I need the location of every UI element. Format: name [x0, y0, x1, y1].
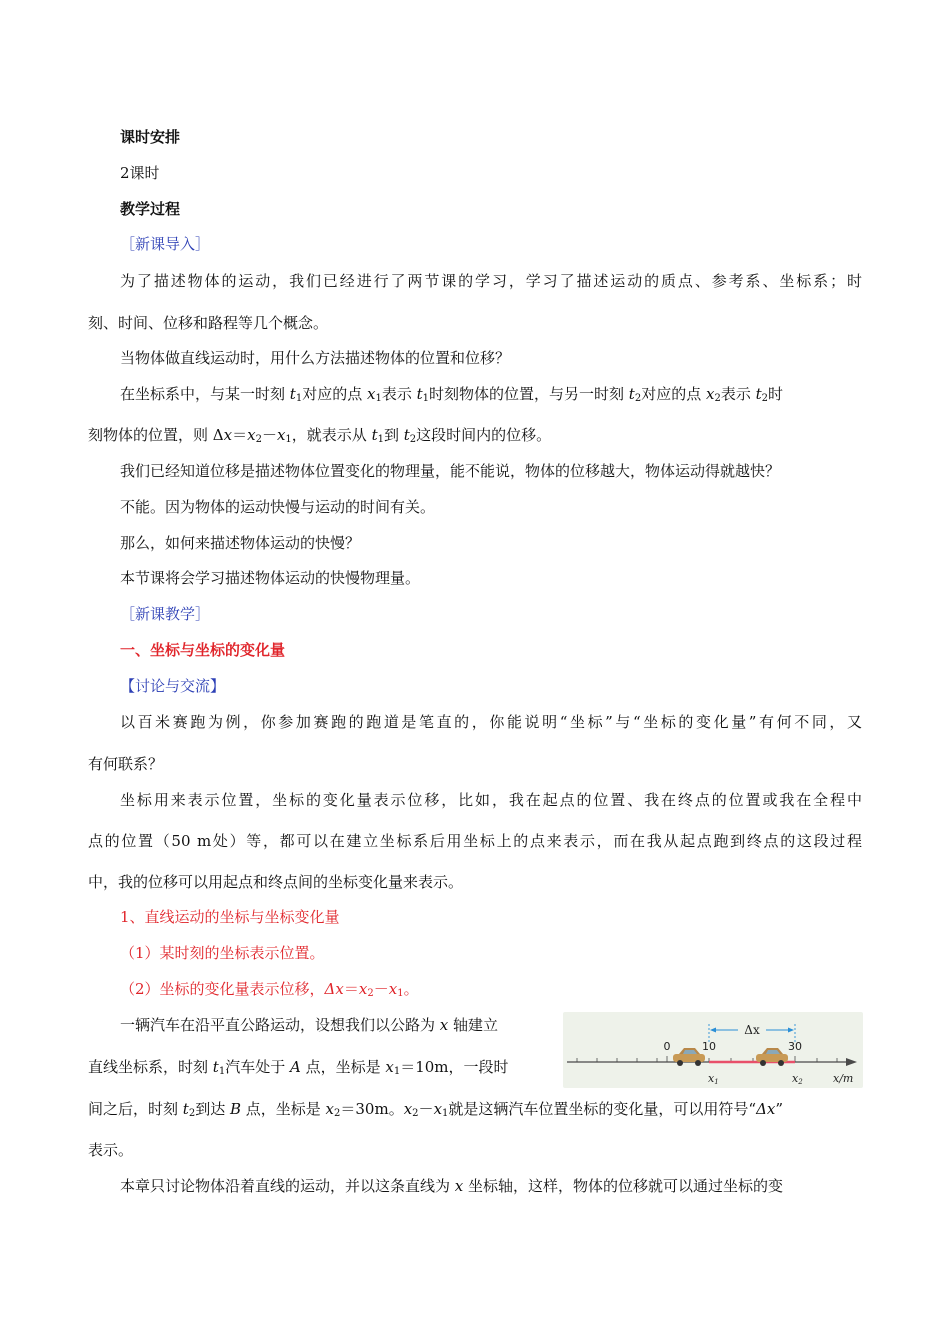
discussion-paragraph-2-line-1: 坐标用来表示位置，坐标的变化量表示位移，比如，我在起点的位置、我在终点的位置或我在全程中	[120, 791, 862, 809]
intro-paragraph-4: 我们已经知道位移是描述物体位置变化的物理量，能不能说，物体的位移越大，物体运动得就越快？	[120, 462, 781, 480]
intro-paragraph-5: 不能。因为物体的运动快慢与运动的时间有关。	[120, 498, 436, 516]
intro-paragraph-6: 那么，如何来描述物体运动的快慢？	[120, 534, 361, 552]
car-displacement-figure	[563, 1012, 863, 1088]
section-1-heading: 一、坐标与坐标的变化量	[120, 641, 286, 659]
x2-label: x2	[792, 1072, 803, 1086]
process-heading: 教学过程	[120, 200, 181, 218]
schedule-heading: 课时安排	[120, 128, 181, 146]
intro-paragraph-7: 本节课将会学习描述物体运动的快慢物理量。	[120, 569, 421, 587]
discussion-paragraph-1-line-2: 有何联系？	[88, 755, 164, 773]
delta-x-label: Δx	[744, 1023, 760, 1037]
car-paragraph-line-1: 一辆汽车在沿平直公路运动，设想我们以公路为 x 轴建立	[120, 1016, 499, 1034]
axis-unit-label: x/m	[833, 1072, 854, 1085]
point-1-item-a: （1）某时刻的坐标表示位置。	[120, 944, 325, 962]
intro-paragraph-1-line-1: 为了描述物体的运动，我们已经进行了两节课的学习，学习了描述运动的质点、参考系、坐标系；时	[120, 272, 862, 290]
point-1-item-b: （2）坐标的变化量表示位移，$\Delta x=x_2-x_1$。	[120, 980, 419, 999]
intro-paragraph-3-line-2: 刻物体的位置，则 $\Delta x=x_2-x_1$，就表示从 $t_1$到 $t_2$这段时间内的位移。	[88, 426, 552, 445]
car-paragraph-line-2: 直线坐标系，时刻 $t_1$汽车处于 A 点，坐标是 $x_1=10m$，一段时	[88, 1058, 509, 1077]
car-1-icon	[673, 1048, 705, 1066]
chapter-paragraph-line-1: 本章只讨论物体沿着直线的运动，并以这条直线为 x 坐标轴，这样，物体的位移就可以通过坐标的变	[120, 1177, 784, 1195]
tick-label-10: 10	[702, 1040, 716, 1053]
x1-label: x1	[708, 1072, 719, 1086]
intro-bracket: ［新课导入］	[120, 235, 211, 253]
axis-ticks	[577, 1056, 837, 1062]
discussion-paragraph-2-line-3: 中，我的位移可以用起点和终点间的坐标变化量来表示。	[88, 873, 464, 891]
discussion-paragraph-1-line-1: 以百米赛跑为例，你参加赛跑的跑道是笔直的，你能说明“坐标”与“坐标的变化量”有何不同，又	[120, 713, 862, 731]
discussion-heading: 【讨论与交流】	[120, 677, 226, 695]
point-1-heading: 1、直线运动的坐标与坐标变化量	[120, 908, 340, 926]
car-2-icon	[756, 1048, 788, 1066]
delta-right-arrowhead-icon	[788, 1028, 794, 1033]
tick-label-0: 0	[663, 1040, 671, 1053]
discussion-paragraph-2-line-2: 点的位置（50 m处）等，都可以在建立坐标系后用坐标上的点来表示，而在我从起点跑到终点的这段过程	[88, 832, 862, 850]
intro-paragraph-1-line-2: 刻、时间、位移和路程等几个概念。	[88, 314, 329, 332]
car-paragraph-line-4: 表示。	[88, 1141, 134, 1159]
figure-svg	[563, 1012, 863, 1088]
intro-paragraph-3-line-1: 在坐标系中，与某一时刻 $t_1$对应的点 $x_1$表示 $t_1$时刻物体的位置，与另一时刻 $t_2$对应的点 $x_2$表示 $t_2$时	[120, 385, 784, 404]
x-axis-arrow-icon	[846, 1058, 857, 1066]
teach-bracket: ［新课教学］	[120, 605, 211, 623]
tick-label-30: 30	[788, 1040, 802, 1053]
car-paragraph-line-3: 间之后，时刻 $t_2$到达 B 点，坐标是 $x_2=30m$。$x_2-x_1$就是这辆汽车位置坐标的变化量，可以用符号“Δx”	[88, 1100, 784, 1119]
schedule-value: 2课时	[120, 164, 160, 182]
delta-left-arrowhead-icon	[710, 1028, 716, 1033]
intro-paragraph-2: 当物体做直线运动时，用什么方法描述物体的位置和位移？	[120, 349, 511, 367]
